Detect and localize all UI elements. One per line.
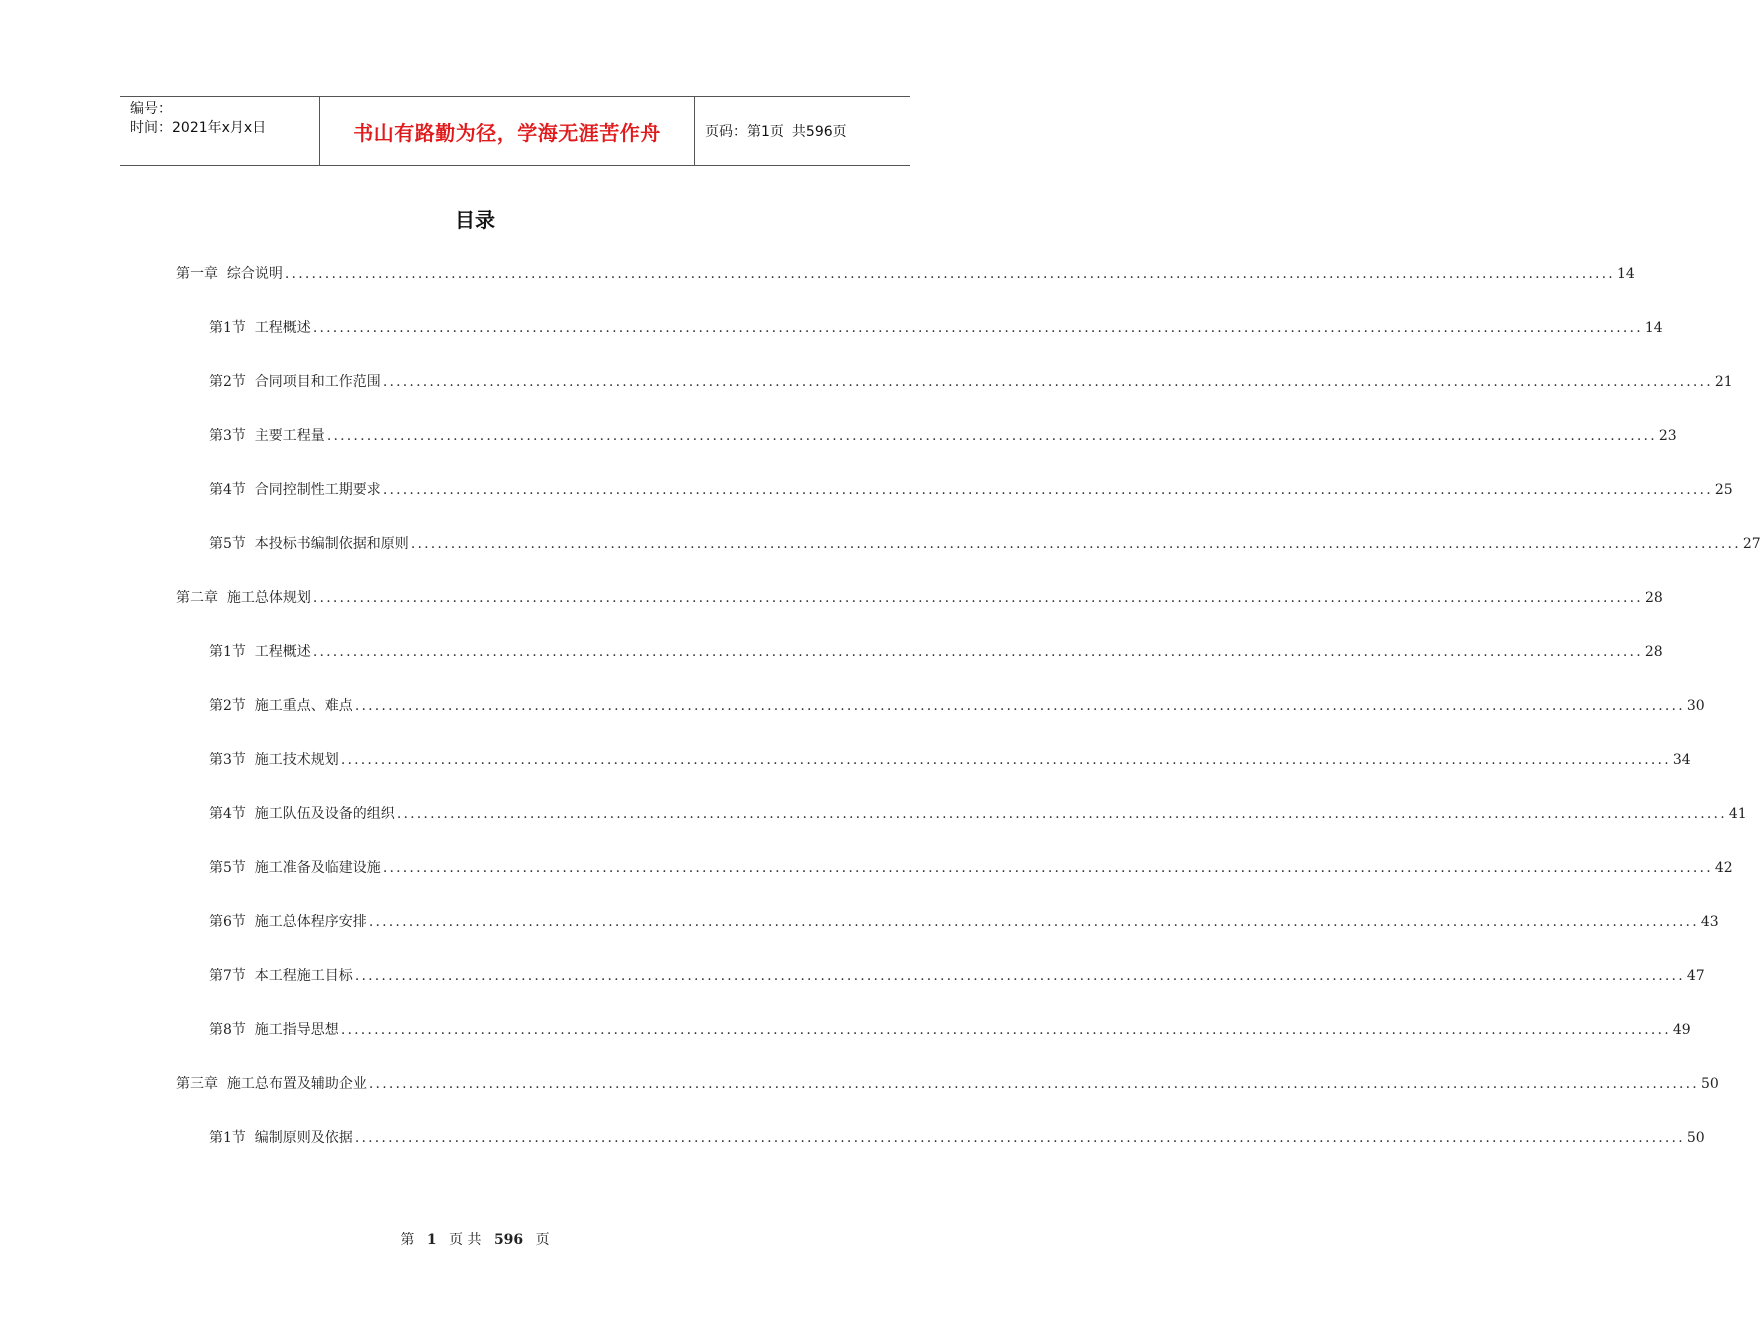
- toc-leader-dots: ........................................................................................................................................................................................................: [382, 860, 1713, 876]
- toc-entry-page: 14: [1616, 266, 1635, 282]
- toc-section-entry[interactable]: [209, 964, 1705, 988]
- toc-entry-label: 第4节 施工队伍及设备的组织: [209, 806, 395, 822]
- toc-entry-label: 第2节 合同项目和工作范围: [209, 374, 381, 390]
- toc-leader-dots: ........................................................................................................................................................................................................: [312, 590, 1643, 606]
- toc-leader-dots: ........................................................................................................................................................................................................: [396, 806, 1727, 822]
- header-motto: 书山有路勤为径，学海无涯苦作舟: [320, 97, 695, 165]
- toc-entry-page: 43: [1700, 914, 1719, 930]
- toc-section-entry[interactable]: [209, 478, 1733, 502]
- toc-entry-page: 34: [1672, 752, 1691, 768]
- toc-section-entry[interactable]: [209, 424, 1677, 448]
- header-total-label: 共596页: [791, 124, 847, 140]
- toc-entry-page: 25: [1714, 482, 1733, 498]
- header-meta: [120, 97, 320, 165]
- toc-entry-page: 27: [1742, 536, 1761, 552]
- footer-current-page: 1: [426, 1232, 437, 1248]
- toc-entry-page: 47: [1686, 968, 1705, 984]
- toc-chapter-entry[interactable]: [176, 586, 1663, 610]
- toc-section-entry[interactable]: [209, 802, 1747, 826]
- toc-leader-dots: ........................................................................................................................................................................................................: [312, 644, 1643, 660]
- toc-leader-dots: ........................................................................................................................................................................................................: [368, 914, 1699, 930]
- toc-entry-label: 第3节 施工技术规划: [209, 752, 339, 768]
- toc-section-entry[interactable]: [209, 1126, 1705, 1150]
- toc-leader-dots: ........................................................................................................................................................................................................: [312, 320, 1643, 336]
- footer-total-pages: 596: [493, 1232, 524, 1248]
- toc-section-entry[interactable]: [209, 316, 1663, 340]
- page-header: [120, 96, 910, 166]
- footer-prefix: 第: [400, 1232, 415, 1248]
- toc-leader-dots: ........................................................................................................................................................................................................: [382, 482, 1713, 498]
- toc-entry-page: 14: [1644, 320, 1663, 336]
- header-page-info: [695, 97, 910, 165]
- toc-entry-page: 50: [1700, 1076, 1719, 1092]
- toc-section-entry[interactable]: [209, 694, 1705, 718]
- toc-entry-label: 第3节 主要工程量: [209, 428, 325, 444]
- footer-mid: 页 共: [449, 1232, 482, 1248]
- toc-entry-label: 第二章 施工总体规划: [176, 590, 311, 606]
- toc-section-entry[interactable]: [209, 1018, 1691, 1042]
- toc-leader-dots: ........................................................................................................................................................................................................: [326, 428, 1657, 444]
- toc-leader-dots: ........................................................................................................................................................................................................: [354, 968, 1685, 984]
- footer-suffix: 页: [535, 1232, 550, 1248]
- toc-entry-page: 49: [1672, 1022, 1691, 1038]
- toc-section-entry[interactable]: [209, 532, 1761, 556]
- toc-entry-label: 第2节 施工重点、难点: [209, 698, 353, 714]
- toc-entry-label: 第4节 合同控制性工期要求: [209, 482, 381, 498]
- toc-entry-label: 第7节 本工程施工目标: [209, 968, 353, 984]
- toc-leader-dots: ........................................................................................................................................................................................................: [340, 1022, 1671, 1038]
- toc-entry-label: 第6节 施工总体程序安排: [209, 914, 367, 930]
- toc-leader-dots: ........................................................................................................................................................................................................: [354, 698, 1685, 714]
- toc-entry-page: 28: [1644, 590, 1663, 606]
- page-footer: [0, 1229, 950, 1249]
- toc-leader-dots: ........................................................................................................................................................................................................: [410, 536, 1741, 552]
- toc-chapter-entry[interactable]: [176, 262, 1635, 286]
- header-page-label: 页码：第1页: [705, 124, 784, 140]
- toc-entry-page: 28: [1644, 644, 1663, 660]
- toc-leader-dots: ........................................................................................................................................................................................................: [382, 374, 1713, 390]
- toc-entry-label: 第1节 工程概述: [209, 644, 311, 660]
- toc-chapter-entry[interactable]: [176, 1072, 1719, 1096]
- toc-entry-page: 41: [1728, 806, 1747, 822]
- toc-leader-dots: ........................................................................................................................................................................................................: [340, 752, 1671, 768]
- document-number-label: 编号：: [130, 101, 172, 117]
- toc-entry-label: 第8节 施工指导思想: [209, 1022, 339, 1038]
- toc-entry-label: 第1节 工程概述: [209, 320, 311, 336]
- toc-entry-page: 42: [1714, 860, 1733, 876]
- toc-section-entry[interactable]: [209, 640, 1663, 664]
- toc-section-entry[interactable]: [209, 748, 1691, 772]
- document-time-label: 时间：2021年x月x日: [130, 120, 267, 136]
- toc-entry-page: 23: [1658, 428, 1677, 444]
- toc-entry-page: 21: [1714, 374, 1733, 390]
- toc-entry-page: 30: [1686, 698, 1705, 714]
- toc-entry-label: 第1节 编制原则及依据: [209, 1130, 353, 1146]
- toc-entry-label: 第5节 本投标书编制依据和原则: [209, 536, 409, 552]
- toc-leader-dots: ........................................................................................................................................................................................................: [284, 266, 1615, 282]
- toc-entry-label: 第5节 施工准备及临建设施: [209, 860, 381, 876]
- toc-leader-dots: ........................................................................................................................................................................................................: [354, 1130, 1685, 1146]
- toc-entry-label: 第三章 施工总布置及辅助企业: [176, 1076, 367, 1092]
- toc-section-entry[interactable]: [209, 856, 1733, 880]
- toc-section-entry[interactable]: [209, 370, 1733, 394]
- toc-entry-label: 第一章 综合说明: [176, 266, 283, 282]
- toc-section-entry[interactable]: [209, 910, 1719, 934]
- toc-leader-dots: ........................................................................................................................................................................................................: [368, 1076, 1699, 1092]
- page-title: 目录: [455, 208, 495, 232]
- toc-entry-page: 50: [1686, 1130, 1705, 1146]
